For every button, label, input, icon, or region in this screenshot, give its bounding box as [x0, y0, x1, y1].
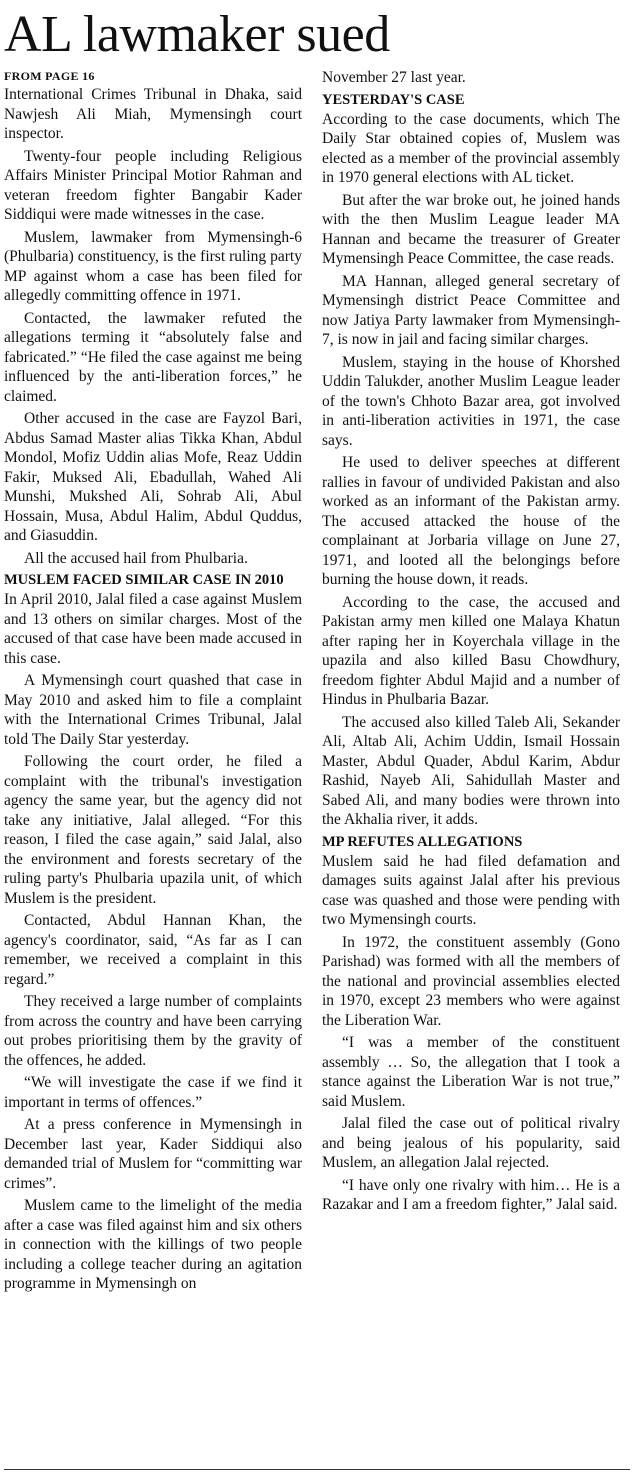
paragraph: Following the court order, he filed a complaint with the tribunal's investigation agency the same year, but the agency did not take any initiative, Jalal alleged. “For this reason, I filed the case again,” said Jalal, also the environment and forests secretary of the ruling party's Phulbaria upazila unit, of which Muslem is the president. — [4, 753, 302, 907]
left-column — [4, 68, 302, 1297]
paragraph: “I have only one rivalry with him… He is a Razakar and I am a freedom fighter,” Jalal said. — [322, 1176, 620, 1213]
subheading: MUSLEM FACED SIMILAR CASE IN 2010 — [4, 572, 284, 588]
paragraph: “I was a member of the constituent assembly … So, the allegation that I took a stance against the Liberation War is not true,” said Muslem. — [322, 1034, 620, 1110]
headline: AL lawmaker sued — [4, 6, 390, 63]
paragraph: Muslem said he had filed defamation and damages suits against Jalal after his previous case was quashed and those were pending with two Mymensingh courts. — [322, 852, 620, 928]
paragraph: Contacted, the lawmaker refuted the allegations terming it “absolutely false and fabricated.” “He filed the case against me being influenced by the anti-liberation forces,” he claimed. — [4, 309, 302, 405]
paragraph: In April 2010, Jalal filed a case against Muslem and 13 others on similar charges. Most of the accused of that case have been made accused in this case. — [4, 591, 302, 667]
paragraph: According to the case, the accused and Pakistan army men killed one Malaya Khatun after raping her in Koyerchala village in the upazila and also killed Basu Chowdhury, freedom fighter Abdul Majid and a number of Hindus in Phulbaria Bazar. — [322, 593, 620, 708]
paragraph: He used to deliver speeches at different rallies in favour of undivided Pakistan and also worked as an informant of the Pakistan army. The accused attacked the house of the complainant at Jorbaria village on June 27, 1971, and looted all the belongings before burning the house down, it reads. — [322, 454, 620, 588]
paragraph: The accused also killed Taleb Ali, Sekander Ali, Altab Ali, Achim Uddin, Ismail Hossain Master, Abdul Quader, Abdul Karim, Abdur Rashid, Nayeb Ali, Sahidullah Master and Sabed Ali, and many bodies were thrown into the Akhalia river, it adds. — [322, 713, 620, 828]
paragraph: November 27 last year. — [322, 69, 466, 86]
kicker: FROM PAGE 16 — [4, 69, 95, 83]
paragraph: At a press conference in Mymensingh in December last year, Kader Siddiqui also demanded trial of Muslem for “committing war crimes”. — [4, 1116, 302, 1192]
paragraph: “We will investigate the case if we find it important in terms of offences.” — [4, 1074, 302, 1111]
paragraph: Muslem, lawmaker from Mymensingh-6 (Phulbaria) constituency, is the first ruling party MP against whom a case has been filed for allegedly committing offence in 1971. — [4, 228, 302, 304]
paragraph: But after the war broke out, he joined hands with the then Muslim League leader MA Hannan and became the treasurer of Greater Mymensingh Peace Committee, the case reads. — [322, 191, 620, 267]
paragraph: Twenty-four people including Religious Affairs Minister Principal Motior Rahman and veteran freedom fighter Bangabir Kader Siddiqui were made witnesses in the case. — [4, 147, 302, 223]
paragraph: They received a large number of complaints from across the country and have been carrying out probes prioritising them by the gravity of the offences, he added. — [4, 993, 302, 1069]
paragraph: According to the case documents, which The Daily Star obtained copies of, Muslem was elected as a member of the provincial assembly in 1970 general elections with AL ticket. — [322, 110, 620, 186]
paragraph: Jalal filed the case out of political rivalry and being jealous of his popularity, said Muslem, an allegation Jalal rejected. — [322, 1115, 620, 1171]
paragraph: In 1972, the constituent assembly (Gono Parishad) was formed with all the members of the national and provincial assemblies elected in 1970, except 23 members who were against the Liberation War. — [322, 933, 620, 1029]
paragraph: Muslem, staying in the house of Khorshed Uddin Talukder, another Muslim League leader of the town's Chhoto Bazar area, got involved in anti-liberation activities in 1971, the case says. — [322, 353, 620, 449]
subheading: MP REFUTES ALLEGATIONS — [322, 833, 523, 850]
paragraph: All the accused hail from Phulbaria. — [24, 549, 248, 567]
paragraph: International Crimes Tribunal in Dhaka, said Nawjesh Ali Miah, Mymensingh court inspector. — [4, 86, 302, 142]
subheading: YESTERDAY'S CASE — [322, 91, 465, 108]
paragraph: MA Hannan, alleged general secretary of Mymensingh district Peace Committee and now Jatiya Party lawmaker from Mymensingh-7, is now in jail and facing similar charges. — [322, 272, 620, 348]
paragraph: Other accused in the case are Fayzol Bari, Abdus Samad Master alias Tikka Khan, Abdul Mondol, Mofiz Uddin alias Mofe, Reaz Uddin Fakir, Muksed Ali, Ebadullah, Wahed Ali Munshi, Mukshed Ali, Sohrab Ali, Abul Hossain, Musa, Abdul Halim, Abdul Quddus, and Giasuddin. — [4, 410, 302, 544]
bottom-rule — [4, 1469, 630, 1470]
paragraph: Contacted, Abdul Hannan Khan, the agency's coordinator, said, “As far as I can remember, we received a complaint in this regard.” — [4, 912, 302, 988]
right-column — [322, 68, 620, 1218]
paragraph: Muslem came to the limelight of the media after a case was filed against him and six others in connection with the killings of two people including a college teacher during an agitation programme in Mymensingh on — [4, 1197, 302, 1292]
paragraph: A Mymensingh court quashed that case in May 2010 and asked him to file a complaint with the International Crimes Tribunal, Jalal told The Daily Star yesterday. — [4, 672, 302, 748]
